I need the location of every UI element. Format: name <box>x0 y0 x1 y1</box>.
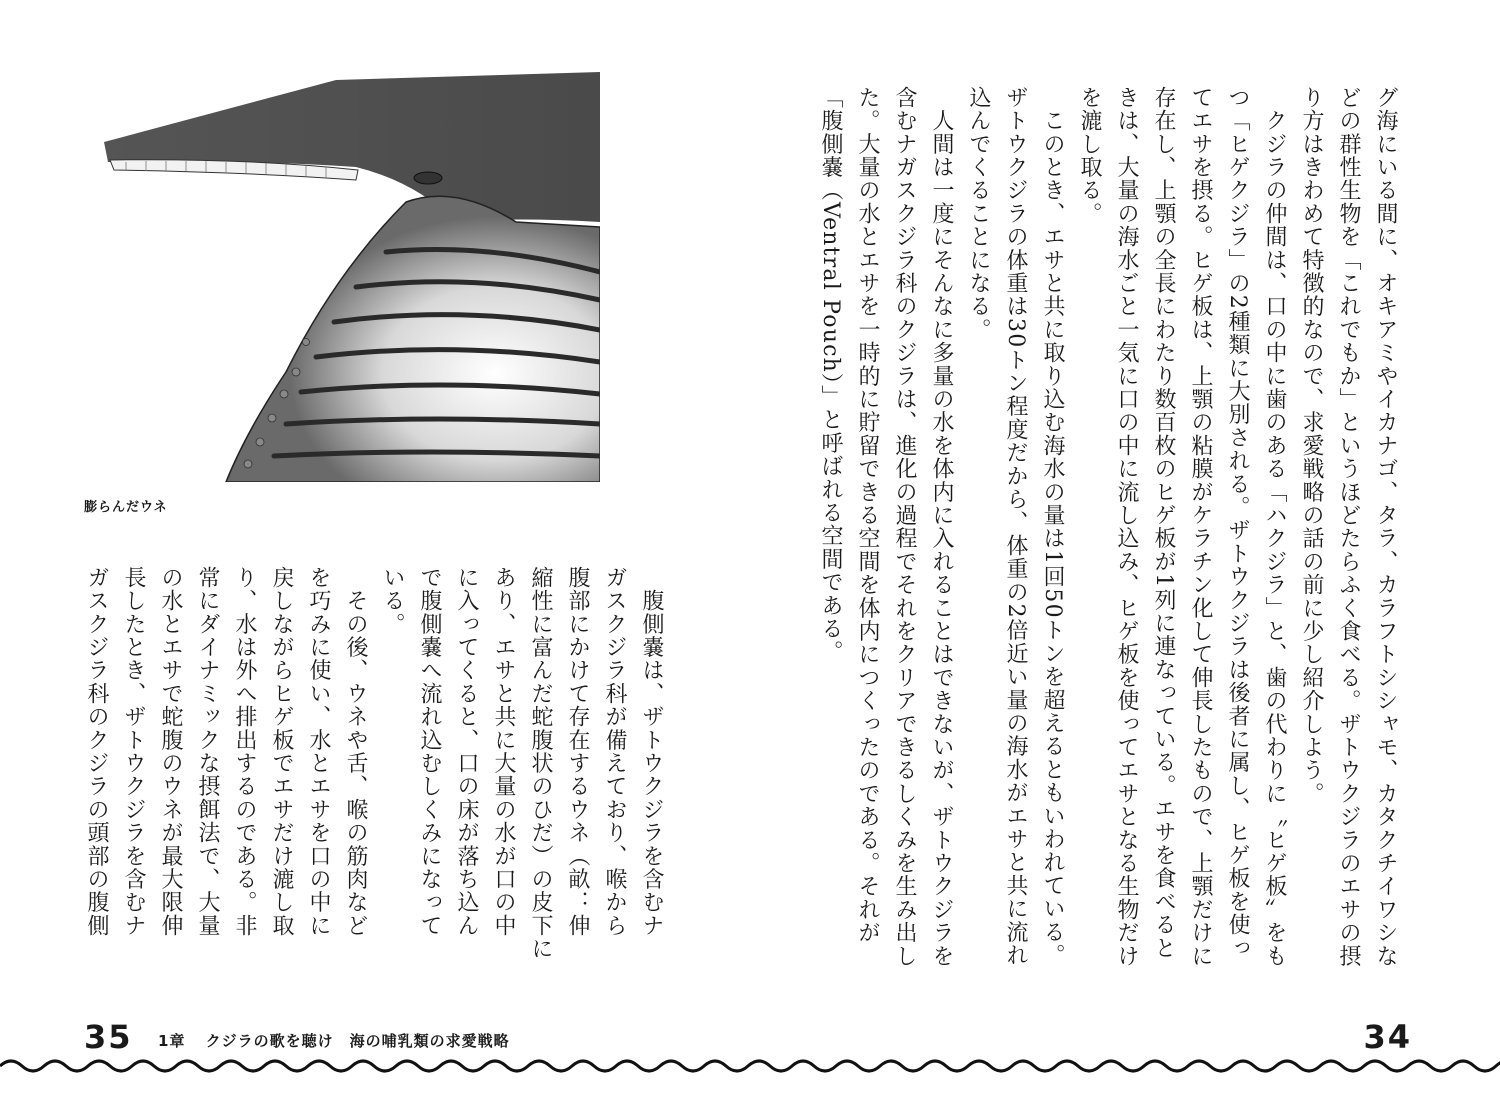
text-column: り方はきわめて特徴的なので、求愛戦略の話の前に少し紹介しよう。 <box>1299 86 1324 806</box>
text-column: いる。 <box>380 566 405 636</box>
text-column: 腹部にかけて存在するウネ（畝：伸 <box>565 566 590 938</box>
text-column: に入ってくると、口の床が落ち込ん <box>454 566 479 938</box>
text-column: きは、大量の海水ごと一気に口の中に流し込み、ヒゲ板を使ってエサとなる生物だけ <box>1114 86 1139 968</box>
text-column: あり、エサと共に大量の水が口の中 <box>491 566 516 938</box>
text-column: 存在し、上顎の全長にわたり数百枚のヒゲ板が1列に連なっている。エサを食べると <box>1151 86 1176 960</box>
text-column: グ海にいる間に、オキアミやイカナゴ、タラ、カラフトシシャモ、カタクチイワシな <box>1373 86 1398 968</box>
text-column: 含むナガスクジラ科のクジラは、進化の過程でそれをクリアできるしくみを生み出し <box>892 86 917 968</box>
text-column: 常にダイナミックな摂餌法で、大量 <box>195 566 220 938</box>
chapter-title: クジラの歌を聴け 海の哺乳類の求愛戦略 <box>205 1032 510 1050</box>
text-column: を巧みに使い、水とエサを口の中に <box>306 566 331 938</box>
text-column: り、水は外へ排出するのである。非 <box>232 566 257 938</box>
text-column: このとき、エサと共に取り込む海水の量は1回50トンを超えるともいわれている。 <box>1040 86 1065 967</box>
page-number-right: 34 <box>1363 1018 1412 1056</box>
text-column: 長したとき、ザトウクジラを含むナ <box>121 566 146 938</box>
wave-path <box>0 1061 1500 1071</box>
text-column: 人間は一度にそんなに多量の水を体内に入れることはできないが、ザトウクジラを <box>929 86 954 968</box>
text-column: 「腹側嚢（Ventral Pouch）」と呼ばれる空間である。 <box>818 86 843 664</box>
text-column: の水とエサで蛇腹のウネが最大限伸 <box>158 566 183 938</box>
text-column: 腹側嚢は、ザトウクジラを含むナ <box>639 566 664 938</box>
right-page-body <box>812 86 1404 968</box>
text-column: を漉し取る。 <box>1077 86 1102 226</box>
text-column: どの群性生物を「これでもか」というほどたらふく食べる。ザトウクジラのエサの摂 <box>1336 86 1361 968</box>
text-column: 縮性に富んだ蛇腹状のひだ）の皮下に <box>528 566 553 961</box>
page-number-left: 35 <box>84 1018 133 1056</box>
chapter-label: 1章 <box>158 1032 186 1050</box>
text-column: ガスクジラ科が備えており、喉から <box>602 566 627 938</box>
text-column: ザトウクジラの体重は30トン程度だから、体重の2倍近い量の海水がエサと共に流れ <box>1003 86 1028 967</box>
text-column: その後、ウネや舌、喉の筋肉など <box>343 566 368 938</box>
text-column: 込んでくることになる。 <box>966 86 991 342</box>
left-page-body <box>78 566 670 961</box>
text-column: てエサを摂る。ヒゲ板は、上顎の粘膜がケラチン化して伸長したもので、上顎だけに <box>1188 86 1213 968</box>
text-column: クジラの仲間は、口の中に歯のある「ハクジラ」と、歯の代わりに〝ヒゲ板〟をも <box>1262 86 1287 968</box>
text-column: で腹側嚢へ流れ込むしくみになって <box>417 566 442 938</box>
text-column: ガスクジラ科のクジラの頭部の腹側 <box>84 566 109 938</box>
text-column: 戻しながらヒゲ板でエサだけ漉し取 <box>269 566 294 938</box>
text-column: た。大量の水とエサを一時的に貯留できる空間を体内につくったのである。それが <box>855 86 880 945</box>
running-head <box>158 1030 524 1051</box>
wavy-footer-rule <box>0 1054 1500 1078</box>
text-column: つ「ヒゲクジラ」の2種類に大別される。ザトウクジラは後者に属し、ヒゲ板を使っ <box>1225 86 1250 960</box>
whale-illustration <box>96 72 600 482</box>
illustration-caption: 膨らんだウネ <box>84 500 168 515</box>
